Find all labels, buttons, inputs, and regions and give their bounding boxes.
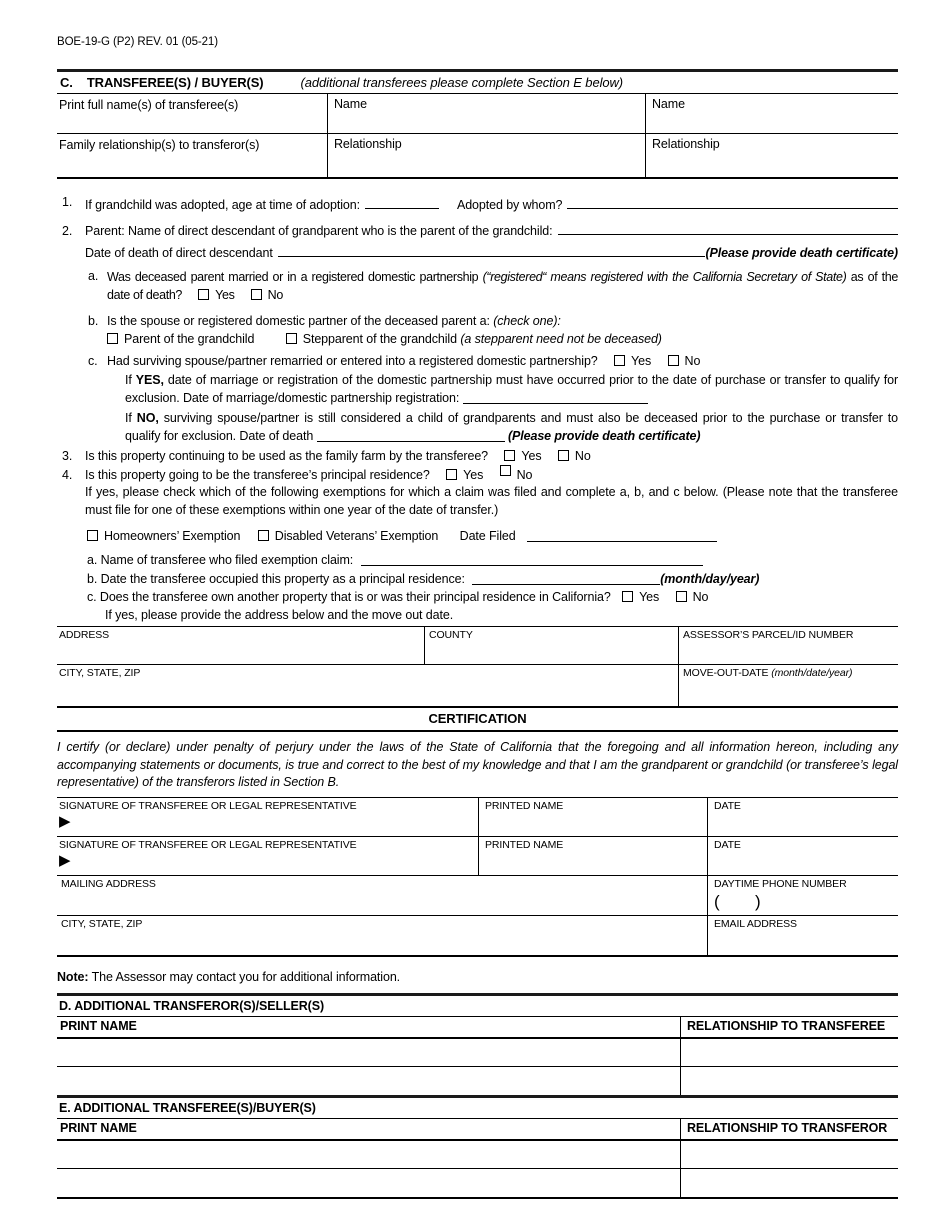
table-row [57,134,898,177]
mailing-address-cell[interactable] [57,876,707,915]
section-e-column-headers [57,1119,898,1141]
section-c [57,69,898,179]
checkbox-2a-no[interactable] [251,289,262,300]
date-2-cell[interactable] [707,837,898,875]
form-id: BOE-19-G (P2) REV. 01 (05-21) [57,36,218,48]
parcel-number-label: ASSESSOR’S PARCEL/ID NUMBER [683,629,854,641]
signature-label: SIGNATURE OF TRANSFEREE OR LEGAL REPRESENTATIVE [59,799,357,812]
question-4 [57,468,898,482]
yes-label: Yes [631,354,652,368]
question-2a-italic: (“registered“ means registered with the California Secretary of State) [482,270,847,284]
yes-label: Yes [215,287,235,302]
if-no-text: surviving spouse/partner is still considered a child of grandparents and must also be deceased prior to the purchase or transfer to qualify for exclusion. Date of death [125,411,899,443]
spouse-date-of-death-field[interactable] [317,428,505,442]
homeowners-exemption-label: Homeowners’ Exemption [104,529,241,543]
question-2b-italic: (check one): [493,314,561,328]
exemption-claim-name-field[interactable] [361,552,703,566]
checkbox-2c-yes[interactable] [614,355,625,366]
no-label: No [267,287,283,302]
question-4-text: Is this property going to be the transferee’s principal residence? [85,468,430,482]
question-4b [87,571,898,586]
city-state-zip-label: CITY, STATE, ZIP [59,667,141,679]
signature-table [57,797,898,957]
transferor-relationship-cell[interactable] [680,1067,898,1095]
name-label: Name [652,97,685,111]
parcel-number-cell[interactable] [678,627,898,664]
print-name-label: Print full name(s) of transferee(s) [59,98,239,112]
transferor-relationship-cell[interactable] [680,1039,898,1066]
phone-parentheses: ( ) [714,891,762,911]
checkbox-2a-yes[interactable] [198,289,209,300]
certification-paragraph: I certify (or declare) under penalty of perjury under the laws of the State of California that the foregoing and all information hereon, including any accompanying statements or documents, is true and correct to the best of my knowledge and that I am the grandparent or grandchild (or transferee’s legal representative) of the transferors listed in Section B. [57,740,898,789]
address-table [57,626,898,708]
sub-letter: c. [88,354,98,368]
if-yes-text: date of marriage or registration of the domestic partnership must have occurred prior to the date of purchase or transfer to qualify for exclusion. Date of marriage/domestic partnership registration: [125,373,899,405]
signature-2-cell[interactable] [57,837,478,875]
section-c-letter: C. [60,75,73,90]
section-d-title: D. ADDITIONAL TRANSFEROR(S)/SELLER(S) [57,996,898,1017]
name-label: Name [334,97,367,111]
question-4a-text: Name of transferee who filed exemption claim: [100,553,354,567]
family-relationship-label: Family relationship(s) to transferor(s) [59,138,260,152]
question-2b-text: Is the spouse or registered domestic partner of the deceased parent a: [107,314,490,328]
transferee-1-name-cell[interactable] [327,94,645,133]
question-2a-text: Was deceased parent married or in a registered domestic partnership [107,270,479,284]
transferee-relationship-cell[interactable] [680,1141,898,1168]
transferee-name-cell[interactable] [57,1169,680,1197]
county-label: COUNTY [429,629,473,641]
adopted-by-whom-field[interactable] [567,195,898,209]
transferor-name-cell[interactable] [57,1039,680,1066]
printed-name-label: PRINTED NAME [485,838,564,851]
sub-letter: c. [87,590,97,604]
date-of-death-line [85,246,898,260]
printed-name-label: PRINTED NAME [485,799,564,812]
question-2a-text2: as of the date of death? [107,270,898,302]
email-address-label: EMAIL ADDRESS [714,917,797,930]
option-stepparent-label: Stepparent of the grandchild [302,332,457,346]
daytime-phone-cell[interactable] [707,876,898,915]
sub-letter: b. [88,314,99,328]
question-1 [57,195,898,212]
question-1-text2: Adopted by whom? [456,198,563,212]
table-row [57,916,898,955]
section-d-column-headers [57,1017,898,1039]
transferee-name-cell[interactable] [57,1141,680,1168]
exemption-line [87,528,898,543]
checkbox-3-no[interactable] [558,450,569,461]
address-cell[interactable] [57,627,424,664]
transferee-1-relationship-cell[interactable] [327,134,645,177]
question-4c-text: Does the transferee own another property that is or was their principal residence in California? [99,590,611,604]
table-row [57,837,898,876]
question-3-text: Is this property continuing to be used as the family farm by the transferee? [85,449,489,463]
move-out-date-cell[interactable] [678,665,898,706]
if-yes-paragraph: If YES, date of marriage or registration of the domestic partnership must have occurred prior to the date of purchase or transfer to qualify for exclusion. Date of marriage/domestic partnership registration: [125,373,899,405]
checkbox-parent-of-grandchild[interactable] [107,333,118,344]
disabled-veterans-exemption-label: Disabled Veterans’ Exemption [274,529,439,543]
table-row [57,798,898,837]
question-4-note: If yes, please check which of the following exemptions for which a claim was filed and complete a, b, and c below. (Please note that the transferee must file for one of these exemptions within one year of the date of transfer.) [85,485,898,517]
marriage-registration-date-field[interactable] [463,390,648,404]
print-name-header: PRINT NAME [60,1018,137,1033]
date-filed-field[interactable] [527,528,717,542]
question-2 [57,224,898,238]
assessor-note: Note: The Assessor may contact you for additional information. [57,969,401,984]
yes-label: Yes [463,468,484,482]
address-label: ADDRESS [59,629,110,641]
question-4c-note: If yes, please provide the address below and the move out date. [105,608,454,622]
date-of-death-label: Date of death of direct descendant [85,246,273,260]
section-c-subtitle: (additional transferees please complete Section E below) [300,75,624,90]
city-state-zip-cell[interactable] [57,665,678,706]
transferor-name-cell[interactable] [57,1067,680,1095]
city-state-zip-cell[interactable] [57,916,707,955]
table-row [57,1039,898,1067]
checkbox-4-no[interactable] [500,465,511,476]
section-e [57,1095,898,1199]
checkbox-homeowners-exemption[interactable] [87,530,98,541]
table-row [57,1141,898,1169]
question-4c [87,590,898,604]
section-d [57,993,898,1095]
death-certificate-note: (Please provide death certificate) [507,428,701,443]
question-2b [88,314,898,346]
checkbox-stepparent[interactable] [286,333,297,344]
month-date-year-note: (month/date/year) [771,667,853,679]
relationship-header: RELATIONSHIP TO TRANSFEROR [680,1119,898,1139]
no-label: No [684,354,701,368]
section-e-title: E. ADDITIONAL TRANSFEREE(S)/BUYER(S) [57,1098,898,1119]
adoption-age-field[interactable] [365,195,439,209]
checkbox-3-yes[interactable] [504,450,515,461]
checkbox-4c-yes[interactable] [622,591,633,602]
yes-label: Yes [521,449,542,463]
parent-name-field[interactable] [558,224,899,235]
checkbox-4c-no[interactable] [676,591,687,602]
no-label: No [516,468,533,482]
transferee-2-relationship-cell[interactable] [645,134,898,177]
table-row [57,94,898,134]
checkbox-disabled-veterans-exemption[interactable] [258,530,269,541]
table-row [57,665,898,706]
sub-letter: a. [87,553,98,567]
question-2c-text: Had surviving spouse/partner remarried or entered into a registered domestic partnership? [107,354,598,368]
transferee-relationship-cell[interactable] [680,1169,898,1197]
signature-1-cell[interactable] [57,798,478,836]
date-1-cell[interactable] [707,798,898,836]
question-2c [88,354,898,368]
checkbox-2c-no[interactable] [668,355,679,366]
date-of-death-field[interactable] [278,246,706,257]
move-out-date-label: MOVE-OUT-DATE [683,667,769,679]
section-c-header [57,72,898,94]
no-label: No [574,449,591,463]
mailing-address-label: MAILING ADDRESS [61,877,156,890]
printed-name-1-cell[interactable] [478,798,707,836]
signature-arrow-icon: ▶ [59,812,71,830]
table-row [57,876,898,916]
print-name-header: PRINT NAME [60,1120,137,1135]
certification-title: CERTIFICATION [57,708,898,732]
date-filed-label: Date Filed [459,529,516,543]
relationship-header: RELATIONSHIP TO TRANSFEREE [680,1017,898,1037]
question-2-text: Parent: Name of direct descendant of grandparent who is the parent of the grandchild: [85,224,553,238]
signature-label: SIGNATURE OF TRANSFEREE OR LEGAL REPRESENTATIVE [59,838,357,851]
printed-name-2-cell[interactable] [478,837,707,875]
question-4b-text: Date the transferee occupied this property as a principal residence: [100,572,465,586]
sub-letter: a. [88,269,99,283]
county-cell[interactable] [424,627,678,664]
option-parent-label: Parent of the grandchild [124,332,255,346]
question-number: 3. [62,449,73,463]
relationship-label: Relationship [334,137,402,151]
stepparent-note: (a stepparent need not be deceased) [460,332,662,346]
transferee-2-name-cell[interactable] [645,94,898,133]
month-day-year-note: (month/day/year) [660,572,760,586]
section-c-title: TRANSFEREE(S) / BUYER(S) [86,75,264,90]
if-no-paragraph: If NO, surviving spouse/partner is still considered a child of grandparents and must also be deceased prior to the purchase or transfer to qualify for exclusion. Date of death (Please provide death certificate) [125,411,899,443]
occupied-date-field[interactable] [472,571,660,585]
question-3 [57,449,898,463]
daytime-phone-label: DAYTIME PHONE NUMBER [714,877,847,890]
sub-letter: b. [87,572,98,586]
date-label: DATE [714,799,741,812]
question-1-text: If grandchild was adopted, age at time of adoption: [85,198,360,212]
table-row [57,627,898,665]
table-row [57,1067,898,1095]
death-certificate-note: (Please provide death certificate) [705,246,898,260]
question-4a [87,552,898,567]
checkbox-4-yes[interactable] [446,469,457,480]
no-label: No [692,590,709,604]
question-number: 4. [62,468,73,482]
question-number: 1. [62,195,73,209]
yes-label: Yes [639,590,660,604]
transferee-table [57,94,898,179]
question-number: 2. [62,224,73,238]
signature-arrow-icon: ▶ [59,851,71,869]
email-address-cell[interactable] [707,916,898,955]
question-2a [88,269,898,304]
city-state-zip-label: CITY, STATE, ZIP [61,917,143,930]
relationship-label: Relationship [652,137,720,151]
table-row [57,1169,898,1197]
date-label: DATE [714,838,741,851]
